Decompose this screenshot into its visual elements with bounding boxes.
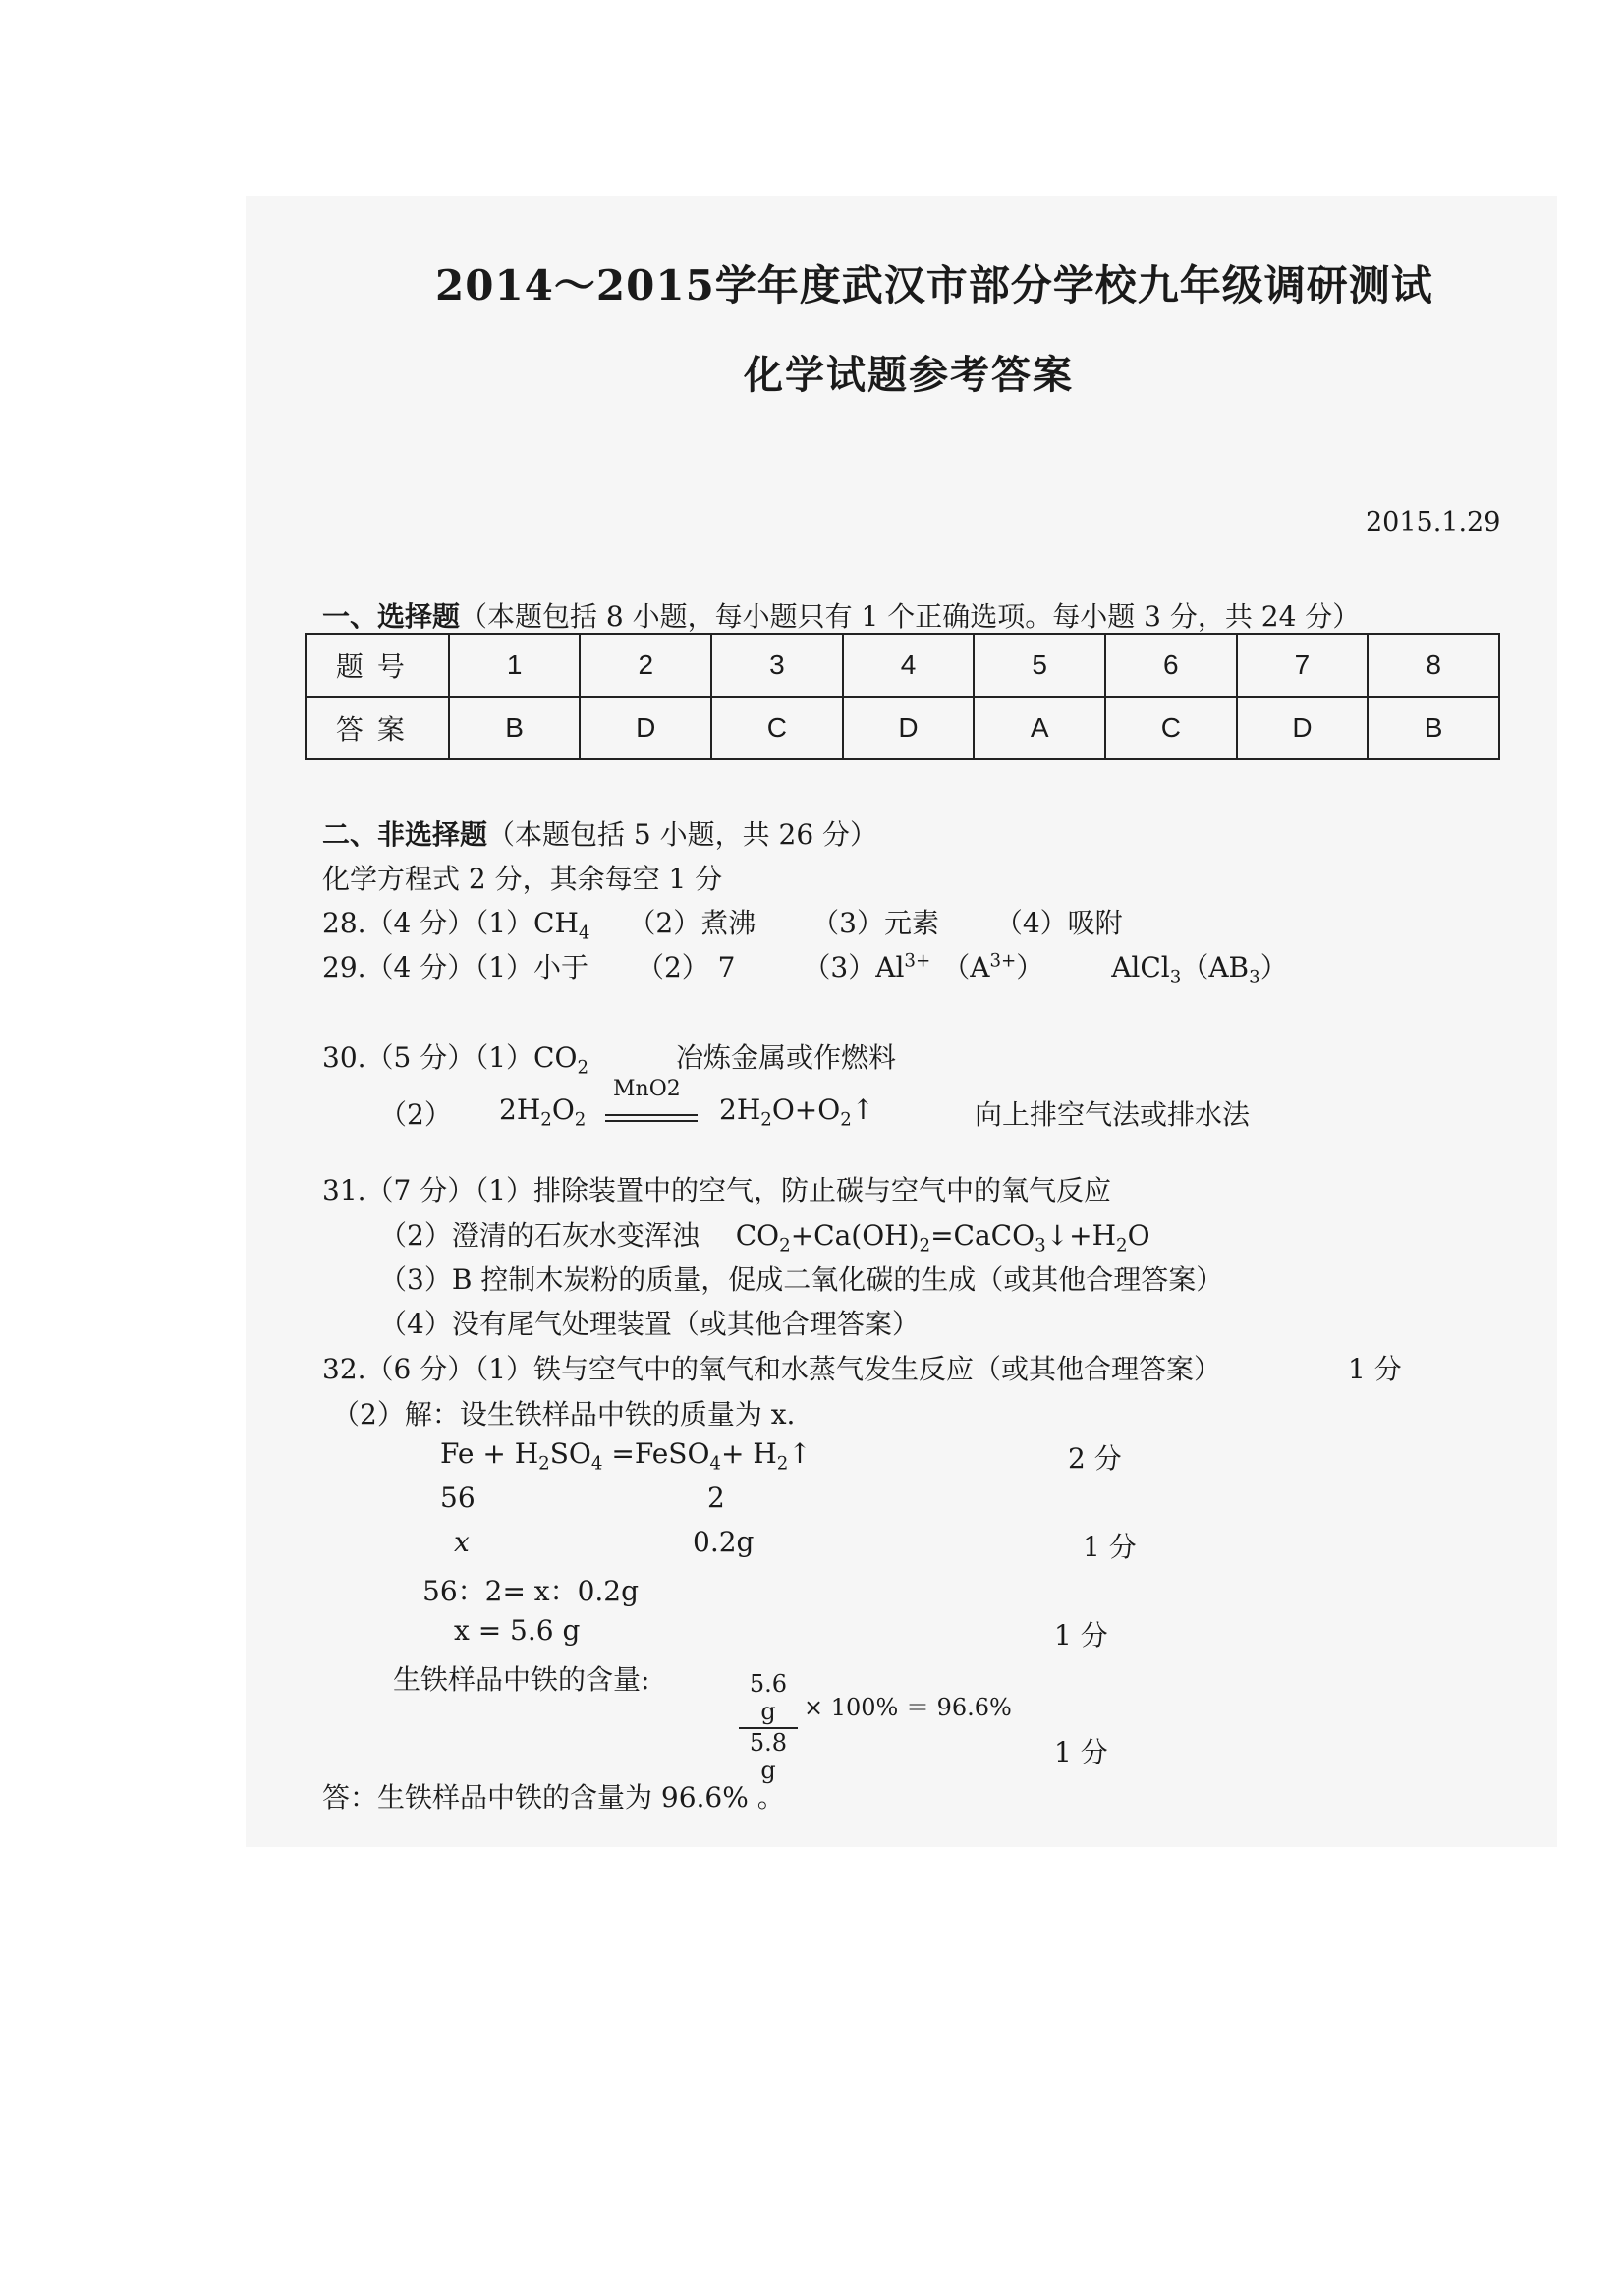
eq-text: 2H <box>499 1093 541 1126</box>
molar-mass-fe: 56 <box>440 1482 476 1514</box>
final-answer: 答：生铁样品中铁的含量为 96.6% 。 <box>322 1781 785 1814</box>
eq-text: ↑ <box>788 1437 812 1470</box>
superscript: 3+ <box>989 950 1017 972</box>
table-cell: D <box>580 697 711 759</box>
table-cell: A <box>974 697 1105 759</box>
q32-line1: 32.（6 分）（1）铁与空气中的氧气和水蒸气发生反应（或其他合理答案） <box>322 1353 1222 1385</box>
content-label: 生铁样品中铁的含量: <box>393 1663 650 1696</box>
eq-text: +Ca(OH) <box>790 1219 920 1252</box>
q32-score5: 1 分 <box>1054 1736 1108 1768</box>
q29-part3: （3）Al <box>803 951 905 983</box>
subscript: 3 <box>1169 967 1182 988</box>
q31-line1: 31.（7 分）（1）排除装置中的空气，防止碳与空气中的氧气反应 <box>322 1174 1112 1206</box>
scoring-rule: 化学方程式 2 分，其余每空 1 分 <box>322 863 723 895</box>
reaction-line <box>605 1120 698 1122</box>
eq-text: O+O <box>771 1093 841 1126</box>
q30-line1 <box>322 1036 896 1079</box>
eq-text: SO <box>549 1437 591 1470</box>
catalyst-label: MnO2 <box>613 1077 681 1101</box>
table-cell: B <box>1368 697 1499 759</box>
q32-score1: 1 分 <box>1348 1353 1402 1385</box>
q28-part2: （2）煮沸 <box>628 907 756 939</box>
subscript: 4 <box>709 1453 721 1475</box>
section2-note: （本题包括 5 小题，共 26 分） <box>487 818 878 851</box>
page-title: 2014～2015学年度武汉市部分学校九年级调研测试 <box>435 261 1433 309</box>
eq-text: Fe + H <box>440 1437 539 1470</box>
eq-text: O <box>1127 1219 1150 1252</box>
subscript: 2 <box>540 1109 552 1131</box>
table-cell: 3 <box>711 634 843 697</box>
fraction-denominator: 5.8 g <box>749 1729 788 1784</box>
q29-part4b: （AB <box>1181 951 1250 983</box>
table-cell: C <box>1105 697 1237 759</box>
eq-text: CO <box>735 1219 780 1252</box>
q32-equation <box>440 1437 812 1475</box>
subscript: 3 <box>1249 967 1260 988</box>
subscript: 2 <box>538 1453 550 1475</box>
eq-text: 2H <box>719 1093 761 1126</box>
eq-text: O <box>551 1093 575 1126</box>
table-cell: D <box>843 697 975 759</box>
q28-part3: （3）元素 <box>812 907 939 939</box>
q29-part2: （2） 7 <box>636 951 736 983</box>
subscript: 3 <box>1035 1235 1046 1257</box>
section1-note: （本题包括 8 小题，每小题只有 1 个正确选项。每小题 3 分，共 24 分） <box>460 600 1361 633</box>
table-cell: 2 <box>580 634 711 697</box>
table-row <box>306 697 1499 759</box>
table-cell: B <box>449 697 581 759</box>
q29-part4: AlCl <box>1111 951 1170 983</box>
eq-text: =FeSO <box>602 1437 710 1470</box>
q29-line <box>322 946 1288 988</box>
eq-text: + H <box>721 1437 777 1470</box>
q32-score3: 1 分 <box>1083 1531 1137 1563</box>
q29-part1: 29.（4 分）（1）小于 <box>322 951 589 983</box>
table-row <box>306 634 1499 697</box>
reaction-line <box>605 1114 698 1116</box>
molar-mass-h2: 2 <box>707 1482 725 1514</box>
fraction-numerator: 5.6 g <box>739 1670 798 1729</box>
table-cell: 5 <box>974 634 1105 697</box>
q29-part3b: （A <box>942 951 990 983</box>
q28-part4: （4）吸附 <box>994 907 1123 939</box>
subscript: 2 <box>779 1235 791 1257</box>
date: 2015.1.29 <box>1366 507 1501 537</box>
table-cell: C <box>711 697 843 759</box>
q29-part3c: ） <box>1016 951 1044 983</box>
section1-heading-line <box>322 595 1360 635</box>
table-cell: 8 <box>1368 634 1499 697</box>
superscript: 3+ <box>904 950 931 972</box>
result-line: x = 5.6 g <box>454 1614 581 1647</box>
page-subtitle: 化学试题参考答案 <box>744 352 1074 398</box>
q30-equation-rhs <box>719 1093 874 1131</box>
section2-heading-line <box>322 813 877 853</box>
subscript: 2 <box>1115 1235 1128 1257</box>
section1-heading: 一、选择题 <box>322 600 461 633</box>
table-cell: 1 <box>449 634 581 697</box>
eq-text: ↓+H <box>1045 1219 1116 1252</box>
subscript: 2 <box>840 1109 852 1131</box>
subscript: 4 <box>590 1453 603 1475</box>
ratio-line: 56：2= x：0.2g <box>422 1575 640 1607</box>
table-cell: D <box>1237 697 1369 759</box>
q30-part1: 30.（5 分）（1）CO <box>322 1041 578 1074</box>
subscript: 2 <box>577 1057 589 1079</box>
subscript: 4 <box>578 923 590 944</box>
section2-heading: 二、非选择题 <box>322 818 488 851</box>
mass-h2: 0.2g <box>693 1526 755 1558</box>
row-label-answer: 答案 <box>306 697 449 759</box>
q31-line2 <box>379 1214 1150 1257</box>
q31-line3: （3）B 控制木炭粉的质量，促成二氧化碳的生成（或其他合理答案） <box>379 1263 1224 1296</box>
unknown-x: x <box>454 1526 470 1558</box>
table-cell: 7 <box>1237 634 1369 697</box>
q30-equation-lhs <box>499 1093 586 1131</box>
subscript: 2 <box>574 1109 587 1131</box>
q30-use: 冶炼金属或作燃料 <box>675 1041 896 1074</box>
q30-label2: （2） <box>379 1098 452 1131</box>
fraction <box>739 1670 798 1784</box>
q31-text: （2）澄清的石灰水变浑浊 <box>379 1219 700 1252</box>
q30-collect: 向上排空气法或排水法 <box>975 1098 1251 1131</box>
eq-text: =CaCO <box>930 1219 1035 1252</box>
table-cell: 4 <box>843 634 975 697</box>
fraction-rest: × 100% ＝ 96.6% <box>804 1694 1012 1721</box>
q28-line <box>322 902 1123 944</box>
eq-text: ↑ <box>851 1093 875 1126</box>
q29-part4c: ） <box>1259 951 1288 983</box>
q31-line4: （4）没有尾气处理装置（或其他合理答案） <box>379 1308 920 1340</box>
subscript: 2 <box>776 1453 789 1475</box>
answer-table <box>305 633 1500 760</box>
q28-part1: 28.（4 分）（1）CH <box>322 907 579 939</box>
subscript: 2 <box>760 1109 772 1131</box>
row-label-number: 题号 <box>306 634 449 697</box>
table-cell: 6 <box>1105 634 1237 697</box>
q32-line2: （2）解：设生铁样品中铁的质量为 x. <box>332 1398 796 1430</box>
q32-score4: 1 分 <box>1054 1619 1108 1652</box>
subscript: 2 <box>919 1235 931 1257</box>
q32-score2: 2 分 <box>1068 1442 1122 1475</box>
